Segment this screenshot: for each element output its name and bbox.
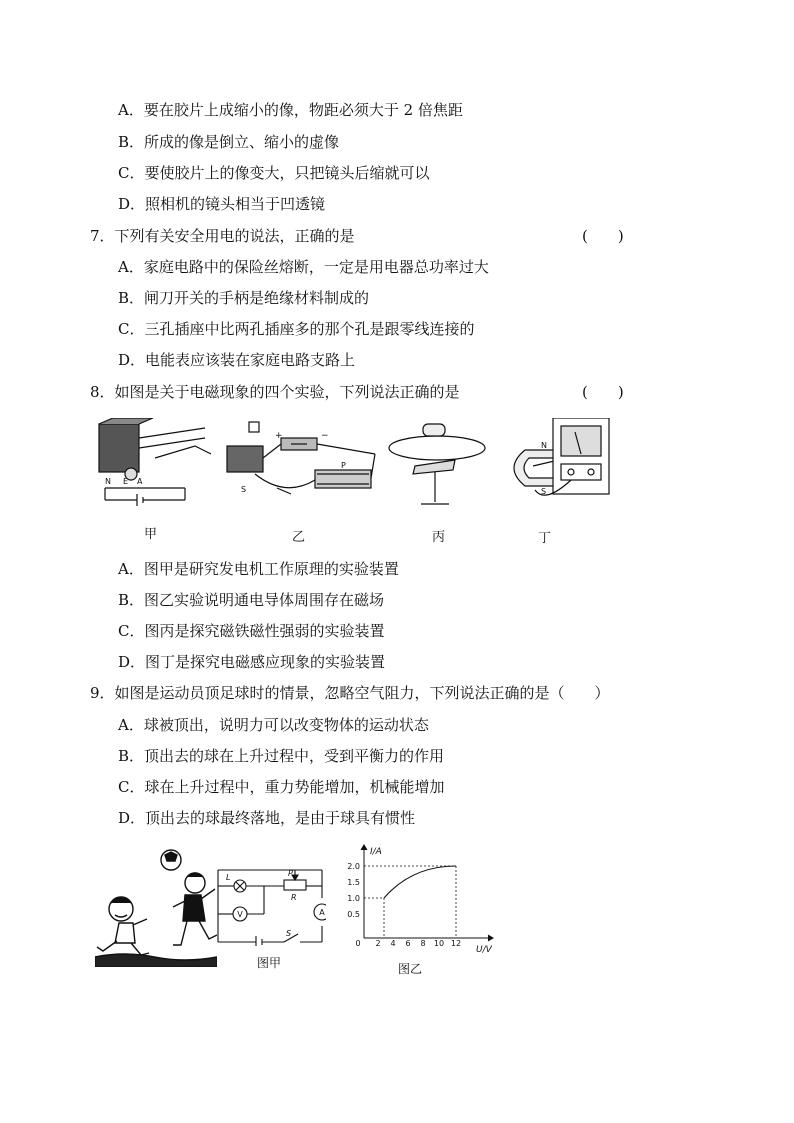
q8-answer-paren: ( )	[582, 383, 624, 401]
q7-option-c: C．三孔插座中比两孔插座多的那个孔是跟零线连接的	[118, 320, 475, 338]
q8-option-b: B．图乙实验说明通电导体周围存在磁场	[118, 591, 385, 609]
q6-option-c: C．要使胶片上的像变大，只把镜头后缩就可以	[118, 164, 430, 182]
y-tick-2.0: 2.0	[347, 862, 360, 871]
q6-option-a: A．要在胶片上成缩小的像，物距必须大于 2 倍焦距	[118, 101, 463, 119]
q7-stem: 7．下列有关安全用电的说法，正确的是	[90, 227, 355, 245]
svg-text:A: A	[137, 477, 143, 486]
y-tick-1.0: 1.0	[347, 894, 360, 903]
q9-option-b: B．顶出去的球在上升过程中，受到平衡力的作用	[118, 747, 445, 765]
svg-text:+: +	[275, 431, 283, 441]
circuit-caption: 图甲	[257, 956, 282, 970]
svg-text:P: P	[341, 461, 346, 470]
label-resistor: R	[291, 893, 297, 902]
figure-caption-bing: 丙	[432, 530, 446, 545]
x-tick-0: 0	[355, 939, 361, 948]
x-tick-10: 10	[433, 939, 445, 948]
q7-option-a: A．家庭电路中的保险丝熔断，一定是用电器总功率过大	[118, 258, 489, 276]
y-tick-0.5: 0.5	[347, 910, 360, 919]
q9-option-a: A．球被顶出，说明力可以改变物体的运动状态	[118, 716, 429, 734]
rheostat-symbol	[284, 880, 306, 890]
q6-option-d: D．照相机的镜头相当于凹透镜	[118, 195, 326, 213]
q8-option-a: A．图甲是研究发电机工作原理的实验装置	[118, 560, 399, 578]
q9-stem: 9．如图是运动员顶足球时的情景，忽略空气阻力，下列说法正确的是（ ）	[90, 684, 610, 702]
circuit-diagram	[214, 866, 326, 946]
label-voltmeter: V	[237, 910, 243, 919]
q9-option-c: C．球在上升过程中，重力势能增加，机械能增加	[118, 778, 445, 796]
q8-stem: 8．如图是关于电磁现象的四个实验，下列说法正确的是	[90, 383, 460, 401]
svg-text:S: S	[541, 487, 547, 496]
graph-caption: 图乙	[398, 962, 423, 976]
q9-option-d: D．顶出去的球最终落地，是由于球具有惯性	[118, 809, 416, 827]
iu-graph	[340, 840, 500, 956]
q8-experiment-figures	[95, 418, 615, 518]
figure-caption-jia: 甲	[144, 527, 158, 542]
svg-text:−: −	[321, 431, 329, 441]
figure-caption-yi: 乙	[292, 530, 306, 545]
x-tick-2: 2	[375, 939, 381, 948]
svg-text:S: S	[241, 485, 247, 494]
x-axis-label: U/V	[476, 945, 492, 955]
figure-caption-ding: 丁	[538, 531, 552, 546]
x-tick-12: 12	[450, 939, 462, 948]
label-slider: P	[288, 869, 293, 878]
q6-option-b: B．所成的像是倒立、缩小的虚像	[118, 133, 340, 151]
q7-answer-paren: ( )	[582, 227, 624, 245]
x-tick-4: 4	[390, 939, 396, 948]
figure-ding-apparatus	[514, 418, 609, 496]
y-tick-1.5: 1.5	[347, 878, 360, 887]
svg-text:E: E	[123, 477, 129, 486]
iu-curve	[384, 866, 456, 898]
figure-yi-apparatus	[227, 422, 375, 494]
svg-text:N: N	[541, 441, 547, 450]
y-axis-label: I/A	[370, 847, 382, 857]
label-switch: S	[286, 929, 292, 938]
q8-option-d: D．图丁是探究电磁感应现象的实验装置	[118, 653, 386, 671]
label-ammeter: A	[319, 908, 325, 917]
label-lamp: L	[226, 873, 231, 882]
figure-bing-apparatus	[389, 424, 485, 504]
q8-option-c: C．图丙是探究磁铁磁性强弱的实验装置	[118, 622, 385, 640]
soccer-players-illustration	[95, 845, 217, 967]
figure-jia-apparatus	[99, 418, 211, 506]
q7-option-b: B．闸刀开关的手柄是绝缘材料制成的	[118, 289, 370, 307]
q7-option-d: D．电能表应该装在家庭电路支路上	[118, 351, 356, 369]
x-tick-6: 6	[405, 939, 411, 948]
x-tick-8: 8	[420, 939, 426, 948]
svg-text:N: N	[105, 477, 111, 486]
